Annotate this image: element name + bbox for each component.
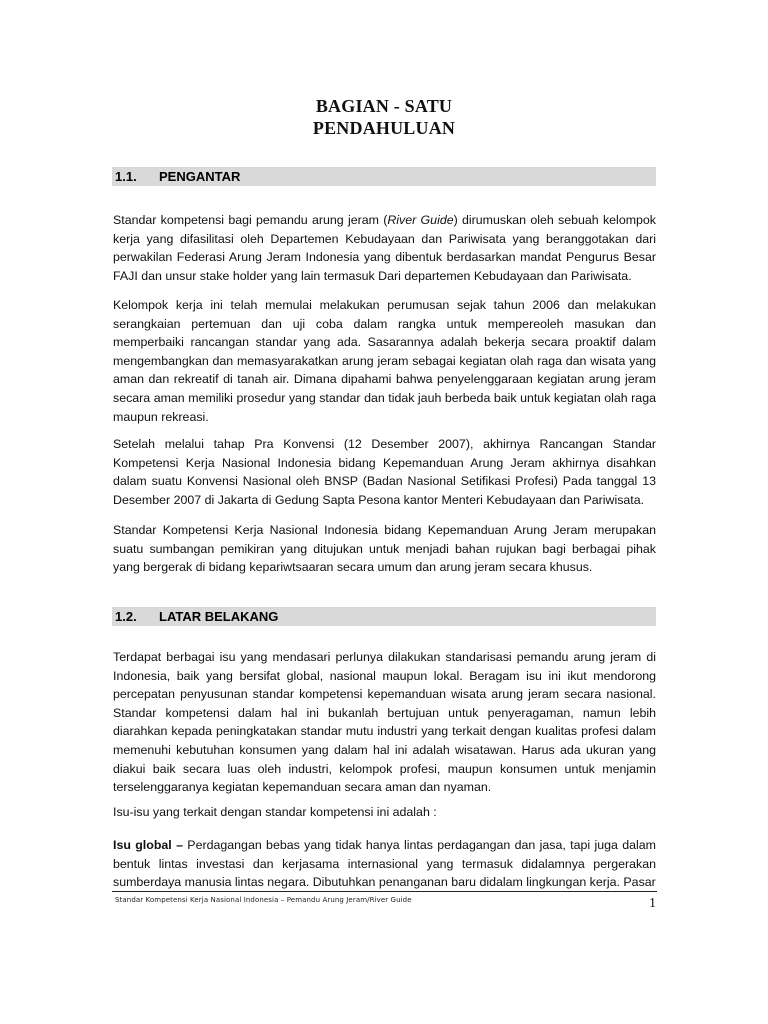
global-issue-lead: Isu global – xyxy=(113,838,183,852)
section-title: LATAR BELAKANG xyxy=(159,609,279,624)
paragraph-background: Terdapat berbagai isu yang mendasari perlunya dilakukan standarisasi pemandu arung jeram di Indonesia, baik yang bersifat global, nasional maupun lokal. Beragam isu ini ikut mendorong percepatan penyusunan standar kompetensi kepemanduan wisata arung jeram secara nasional. Standar kompetensi dalam hal ini bukanlah bertujuan untuk penyeragaman, namun lebih diarahkan kepada peningkatakan standar mutu industri yang terkait dengan kualitas profesi dalam memenuhi kebutuhan konsumen yang dalam hal ini adalah wisatawan. Harus ada ukuran yang diakui baik secara luas oleh industri, kelompok profesi, maupun konsumen untuk menjamin terselenggaranya kegiatan kepemanduan secara aman dan nyaman. xyxy=(113,650,656,795)
paragraph-contribution: Standar Kompetensi Kerja Nasional Indonesia bidang Kepemanduan Arung Jeram merupakan suatu sumbangan pemikiran yang ditujukan untuk menjadi bahan rujukan bagi berbagai pihak yang bergerak di bidang kepariwtsaaran secara umum dan arung jeram secara khusus. xyxy=(113,523,656,575)
section-number: 1.1. xyxy=(115,169,137,184)
footer-running-title: Standar Kompetensi Kerja Nasional Indonesia – Pemandu Arung Jeram/River Guide xyxy=(115,896,412,904)
paragraph-text: Standar kompetensi bagi pemandu arung jeram ( xyxy=(113,213,388,227)
paragraph-global-issue xyxy=(113,836,656,892)
paragraph-convention: Setelah melalui tahap Pra Konvensi (12 Desember 2007), akhirnya Rancangan Standar Kompetensi Kerja Nasional Indonesia bidang Kepemanduan Arung Jeram akhirnya disahkan dalam suatu Konvensi Nasional oleh BNSP (Badan Nasional Setifikasi Profesi) Pada tanggal 13 Desember 2007 di Jakarta di Gedung Sapta Pesona kantor Menteri Kebudayaan dan Pariwisata. xyxy=(113,437,656,507)
section-heading-latar-belakang xyxy=(112,607,656,626)
section-heading-pengantar xyxy=(112,167,656,186)
paragraph-issues-intro: Isu-isu yang terkait dengan standar kompetensi ini adalah : xyxy=(113,805,437,819)
footer-divider xyxy=(112,891,657,892)
section-title: PENGANTAR xyxy=(159,169,241,184)
page-number: 1 xyxy=(649,896,656,911)
paragraph-working-group: Kelompok kerja ini telah memulai melakukan perumusan sejak tahun 2006 dan melakukan serangkaian pertemuan dan uji coba dalam rangka untuk mempereoleh masukan dan memperbaiki rancangan standar yang ada. Sasarannya adalah bekerja secara proaktif dalam mengembangkan dan memasyarakatkan arung jeram sebagai kegiatan olah raga dan wisata yang aman dan rekreatif di tanah air. Dimana dipahami bahwa penyelenggaraan kegiatan arung jeram secara aman memiliki prosedur yang standar dan tidak jauh berbeda baik untuk kegiatan olah raga maupun rekreasi. xyxy=(113,298,656,424)
paragraph-text: ) dirumuskan oleh sebuah kelompok kerja yang difasilitasi oleh Departemen Kebudayaan dan Pariwisata yang beranggotakan dari perwakilan Federasi Arung Jeram Indonesia yang dibentuk berdasarkan mandat Pengurus Besar FAJI dan unsur stake holder yang lain termasuk Dari departemen Kebudayaan dan Pariwisata. xyxy=(113,213,657,283)
chapter-title-line-1: BAGIAN - SATU xyxy=(315,96,453,116)
chapter-title-line-2: PENDAHULUAN xyxy=(312,118,456,138)
section-number: 1.2. xyxy=(115,609,137,624)
river-guide-term: River Guide xyxy=(387,213,454,227)
paragraph-intro xyxy=(113,211,656,285)
paragraph-text: Perdagangan bebas yang tidak hanya lintas perdagangan dan jasa, tapi juga dalam bentuk lintas investasi dan kerjasama internasional yang termasuk didalamnya pergerakan sumberdaya manusia lintas negara. Dibutuhkan penanganan baru didalam lingkungan kerja. Pasar xyxy=(113,838,656,890)
